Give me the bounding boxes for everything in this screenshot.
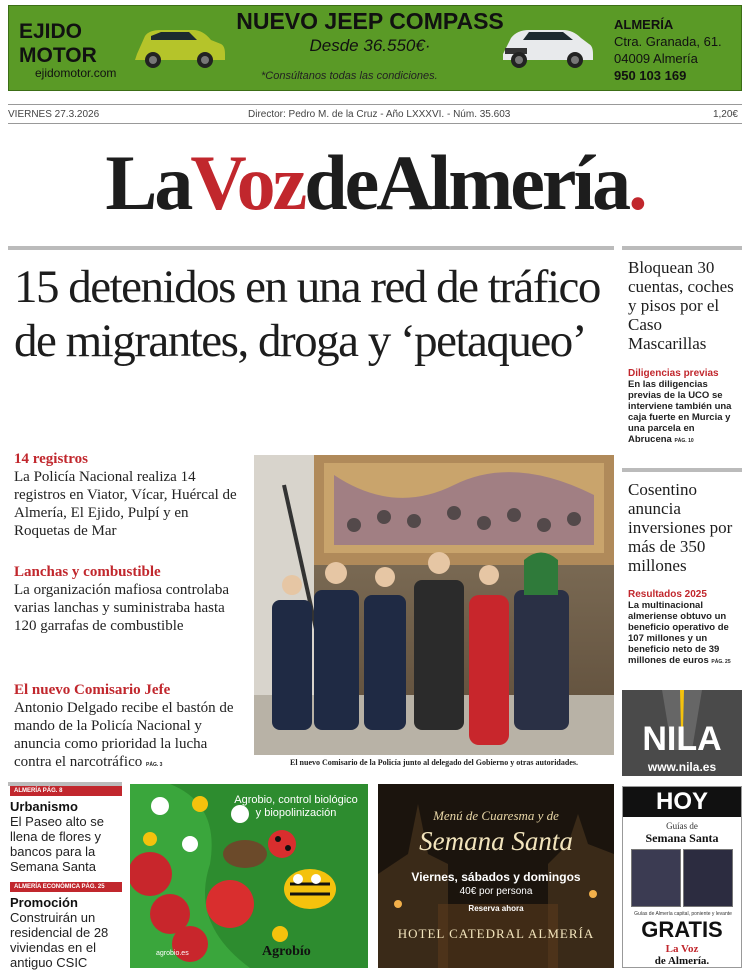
right-story-2[interactable] [628,480,740,668]
story-headline: Cosentino anuncia inversiones por más de 350 millones [628,480,733,575]
issue-date: VIERNES 27.3.2026 [8,109,100,120]
brief-kicker: ALMERÍA PÁG. 8 [10,786,122,796]
agrobio-tagline: Agrobio, control biológico y biopolinización [234,794,358,819]
car-image-left [131,24,227,70]
agrobio-web: agrobio.es [156,950,189,957]
hotel-price: 40€ por persona [459,886,533,897]
top-advertisement[interactable] [8,5,742,91]
nila-logo: NILA [642,720,722,758]
photo-caption: El nuevo Comisario de la Policía junto al delegado del Gobierno y otras autoridades. [289,758,578,767]
main-item-1[interactable] [14,451,246,540]
hoy-brand: La Voz de Almería. [654,943,710,967]
dateline-bar [8,104,742,124]
brief-2[interactable] [10,882,122,970]
hotel-name: HOTEL CATEDRAL ALMERÍA [397,926,595,941]
agrobio-advertisement[interactable] [130,784,368,968]
story-text: En las diligencias previas de la UCO se interviene también una caja fuerte en Murcia y una parcela en Abrucena PÁG. 10 [628,379,732,445]
car-image-right [499,24,595,70]
main-item-3[interactable] [14,682,246,771]
masthead-logo[interactable]: LaVozdeAlmería. [105,139,645,226]
hotel-advertisement[interactable] [378,784,614,968]
hoy-label: HOY [623,787,741,817]
nila-url: www.nila.es [647,760,717,774]
gratis-label: GRATIS [641,917,723,942]
ad-conditions: *Consúltanos todas las condiciones. [261,70,438,82]
item-kicker: 14 registros [14,451,89,467]
right-story-1[interactable] [628,258,740,447]
guides-label: Guías de [666,821,698,831]
main-headline[interactable]: 15 detenidos en una red de tráfico de migrantes, droga y ‘petaqueo’ [14,261,600,367]
ad-website: ejidomotor.com [35,66,117,80]
brief-1[interactable] [10,786,122,874]
hoy-guides-promo[interactable] [622,786,742,968]
director-info: Director: Pedro M. de la Cruz - Año LXXXVI. - Núm. 35.603 [248,109,511,120]
story-kicker: Diligencias previas [628,368,719,379]
right-divider [622,468,742,472]
section-divider [8,246,614,250]
group-photo-illustration [254,455,614,755]
nila-advertisement[interactable] [622,690,742,776]
ad-headline: NUEVO JEEP COMPASS [236,8,504,34]
story-headline: Bloquean 30 cuentas, coches y pisos por el Caso Mascarillas [628,258,734,353]
hotel-menu-line: Menú de Cuaresma y de [433,808,559,823]
hotel-cta[interactable]: Reserva ahora [468,904,524,913]
item-kicker: Lanchas y combustible [14,564,161,580]
ad-price: Desde 36.550€· [309,36,431,55]
guides-description: Guías de Almería capital, poniente y levante [634,911,732,917]
brief-kicker: ALMERÍA ECONÓMICA PÁG. 25 [10,882,122,892]
brief-headline: Urbanismo [10,799,78,814]
brief-text: Construirán un residencial de 28 viviendas en el antiguo CSIC [10,910,109,970]
brief-text: El Paseo alto se llena de flores y bancos para la Semana Santa [10,814,104,874]
right-divider [622,246,742,250]
ad-address: ALMERÍA Ctra. Granada, 61. 04009 Almería 950 103 169 [614,17,722,83]
item-text: La organización mafiosa controlaba varias lanchas y suministraba hasta 120 garrafas de combustible [14,582,230,634]
brief-headline: Promoción [10,895,78,910]
guide-cover-2 [683,849,733,907]
ad-brand: EJIDO MOTOR [19,20,97,67]
guide-cover-1 [631,849,681,907]
issue-price: 1,20€ [712,109,738,120]
agrobio-logo: Agrobío [262,944,311,959]
news-photo[interactable] [254,455,614,755]
item-text: Antonio Delgado recibe el bastón de mando de la Policía Nacional y anuncia como prioridad la lucha contra el narcotráfico PÁG. 3 [14,700,234,770]
item-text: La Policía Nacional realiza 14 registros en Viator, Vícar, Huércal de Almería, El Ejido, Pulpí y en Roquetas de Mar [14,469,237,539]
guides-title: Semana Santa [645,831,719,845]
main-item-2[interactable] [14,564,246,635]
item-kicker: El nuevo Comisario Jefe [14,682,171,698]
hotel-days: Viernes, sábados y domingos [411,870,581,884]
hotel-title: Semana Santa [419,826,573,856]
story-kicker: Resultados 2025 [628,589,707,600]
story-text: La multinacional almeriense obtuvo un beneficio operativo de 107 millones y un beneficio neto de 39 millones de euros PÁG. 25 [628,600,731,666]
